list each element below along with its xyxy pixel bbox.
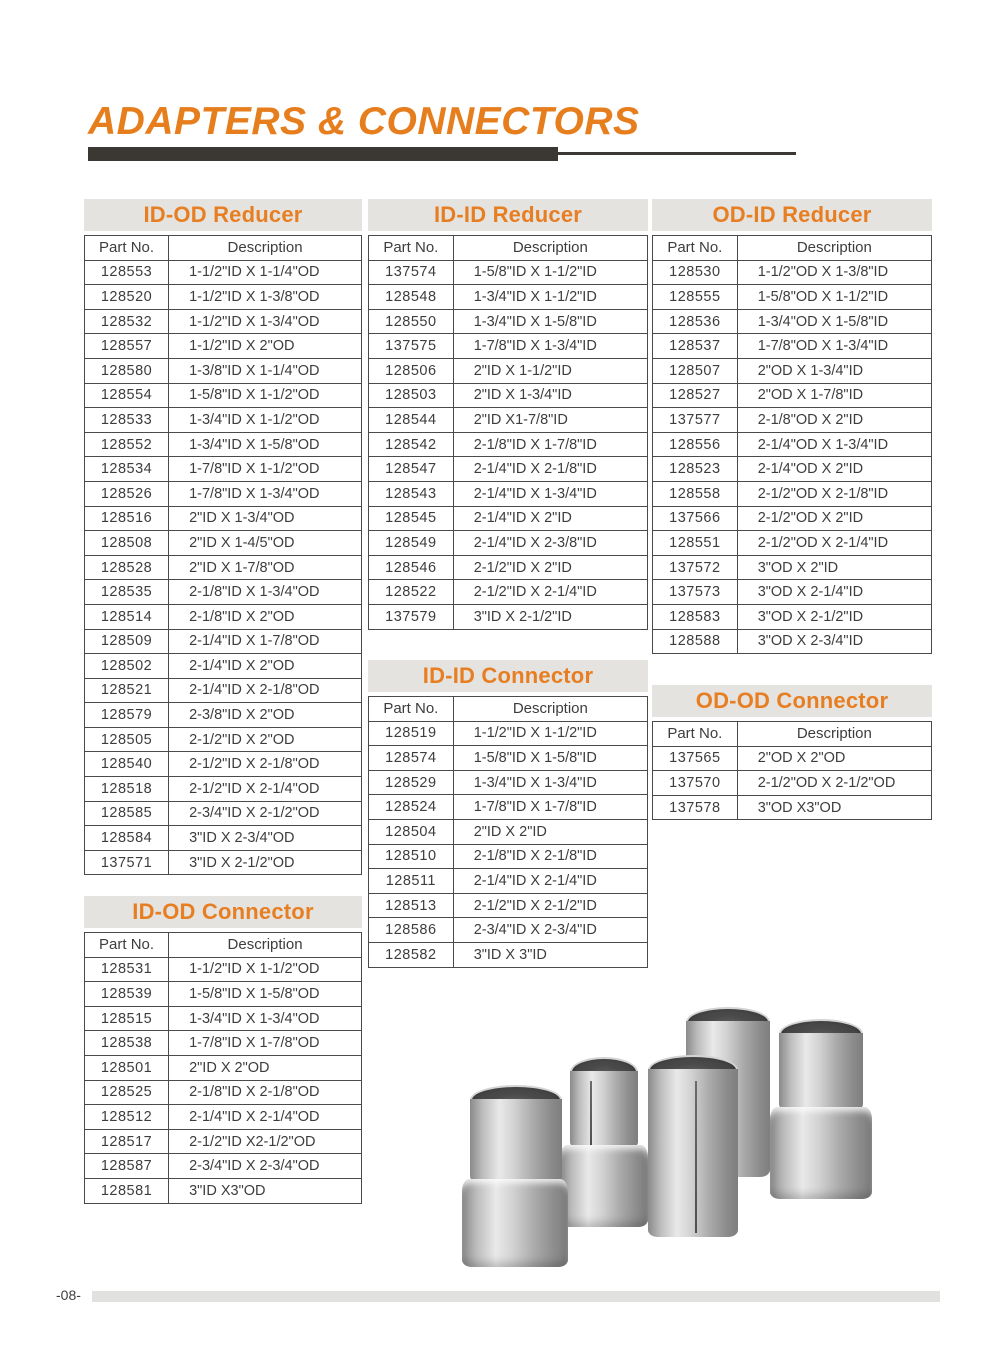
table-row [85, 309, 362, 334]
part-no: 128537 [653, 334, 738, 359]
col-description: Description [453, 697, 647, 722]
part-no: 128510 [369, 844, 454, 869]
table-row [85, 703, 362, 728]
description: 2"OD X 1-7/8"ID [737, 383, 931, 408]
column-header-row [653, 722, 932, 747]
table-row [369, 481, 648, 506]
part-no: 128539 [85, 982, 169, 1007]
table-row [85, 654, 362, 679]
description: 2-1/4"ID X 1-7/8"OD [169, 629, 362, 654]
parts-table [652, 721, 932, 820]
description: 1-1/2"ID X 1-1/2"ID [453, 721, 647, 746]
description: 1-1/2"OD X 1-3/8"ID [737, 260, 931, 285]
description: 2-3/4"ID X 2-3/4"ID [453, 918, 647, 943]
part-no: 128580 [85, 358, 169, 383]
description: 2-1/2"OD X 2-1/2"OD [737, 771, 931, 796]
part-no: 128502 [85, 654, 169, 679]
table-row [85, 629, 362, 654]
description: 2-1/2"ID X2-1/2"OD [169, 1129, 362, 1154]
description: 1-3/4"ID X 1-1/2"ID [453, 285, 647, 310]
table-row [85, 1178, 362, 1203]
part-no: 128519 [369, 721, 454, 746]
col-description: Description [737, 722, 931, 747]
description: 2-1/4"ID X 2-1/4"ID [453, 869, 647, 894]
description: 1-5/8"OD X 1-1/2"ID [737, 285, 931, 310]
table-row [369, 531, 648, 556]
table-row [85, 1055, 362, 1080]
part-no: 128547 [369, 457, 454, 482]
part-no: 128543 [369, 481, 454, 506]
part-no: 128557 [85, 334, 169, 359]
part-no: 128558 [653, 481, 738, 506]
table-row [653, 795, 932, 820]
description: 2-1/4"OD X 2"ID [737, 457, 931, 482]
table-row [653, 383, 932, 408]
part-no: 128555 [653, 285, 738, 310]
col-part-no: Part No. [369, 236, 454, 261]
description: 2-1/8"ID X 2"OD [169, 604, 362, 629]
description: 2-1/4"ID X 2"OD [169, 654, 362, 679]
table-row [85, 481, 362, 506]
description: 2-1/2"ID X 2-1/4"OD [169, 777, 362, 802]
part-no: 128585 [85, 801, 169, 826]
table-row [369, 819, 648, 844]
title-underline-thick [88, 147, 558, 161]
description: 2"ID X 2"OD [169, 1055, 362, 1080]
table-row [85, 358, 362, 383]
table-row [369, 604, 648, 629]
part-no: 128501 [85, 1055, 169, 1080]
col-part-no: Part No. [85, 236, 169, 261]
table-title: ID-OD Connector [84, 896, 362, 928]
part-no: 128527 [653, 383, 738, 408]
description: 2"ID X 2"ID [453, 819, 647, 844]
part-no: 137571 [85, 850, 169, 875]
table-row [85, 850, 362, 875]
table-row [85, 555, 362, 580]
parts-table [368, 696, 648, 968]
table-row [85, 334, 362, 359]
table-row [85, 727, 362, 752]
part-no: 128544 [369, 408, 454, 433]
table-row [653, 771, 932, 796]
description: 1-1/2"ID X 2"OD [169, 334, 362, 359]
part-no: 128524 [369, 795, 454, 820]
table-row [653, 629, 932, 654]
part-no: 128588 [653, 629, 738, 654]
description: 2-1/2"OD X 2-1/4"ID [737, 531, 931, 556]
table-row [85, 801, 362, 826]
col-description: Description [453, 236, 647, 261]
description: 2-1/8"ID X 1-3/4"OD [169, 580, 362, 605]
table-row [653, 555, 932, 580]
table-row [369, 918, 648, 943]
description: 2"ID X1-7/8"ID [453, 408, 647, 433]
part-no: 137565 [653, 746, 738, 771]
table-row [369, 746, 648, 771]
table-row [85, 383, 362, 408]
description: 2-1/2"ID X 2-1/8"OD [169, 752, 362, 777]
table-title: ID-OD Reducer [84, 199, 362, 231]
part-no: 128584 [85, 826, 169, 851]
part-no: 128556 [653, 432, 738, 457]
description: 1-1/2"ID X 1-3/8"OD [169, 285, 362, 310]
part-no: 128549 [369, 531, 454, 556]
part-no: 128552 [85, 432, 169, 457]
col-description: Description [737, 236, 931, 261]
table-id-id-connector [368, 660, 648, 968]
part-no: 128542 [369, 432, 454, 457]
part-no: 128526 [85, 481, 169, 506]
description: 1-7/8"ID X 1-7/8"ID [453, 795, 647, 820]
part-no: 128528 [85, 555, 169, 580]
table-row [85, 580, 362, 605]
description: 2-1/4"ID X 2-1/4"OD [169, 1105, 362, 1130]
table-row [653, 506, 932, 531]
table-title: OD-ID Reducer [652, 199, 932, 231]
part-no: 128503 [369, 383, 454, 408]
part-no: 128550 [369, 309, 454, 334]
description: 2-3/4"ID X 2-3/4"OD [169, 1154, 362, 1179]
description: 2"OD X 2"OD [737, 746, 931, 771]
part-no: 128515 [85, 1006, 169, 1031]
description: 3"ID X 2-1/2"ID [453, 604, 647, 629]
table-row [369, 260, 648, 285]
description: 2-1/4"ID X 1-3/4"ID [453, 481, 647, 506]
table-row [369, 580, 648, 605]
part-no: 128513 [369, 893, 454, 918]
description: 3"OD X3"OD [737, 795, 931, 820]
description: 2-3/8"ID X 2"OD [169, 703, 362, 728]
page-number: -08- [56, 1287, 81, 1303]
part-no: 128509 [85, 629, 169, 654]
description: 2-1/2"ID X 2-1/4"ID [453, 580, 647, 605]
pipe-adapter-1 [462, 1085, 568, 1267]
part-no: 128511 [369, 869, 454, 894]
parts-table [368, 235, 648, 630]
part-no: 128582 [369, 942, 454, 967]
description: 2"ID X 1-4/5"OD [169, 531, 362, 556]
table-row [653, 746, 932, 771]
description: 3"ID X3"OD [169, 1178, 362, 1203]
table-row [369, 309, 648, 334]
description: 3"OD X 2-1/4"ID [737, 580, 931, 605]
table-row [85, 408, 362, 433]
table-title: ID-ID Connector [368, 660, 648, 692]
part-no: 137574 [369, 260, 454, 285]
table-row [653, 408, 932, 433]
description: 1-1/2"ID X 1-1/2"OD [169, 957, 362, 982]
table-row [653, 481, 932, 506]
table-row [369, 506, 648, 531]
table-row [653, 334, 932, 359]
description: 1-3/8"ID X 1-1/4"OD [169, 358, 362, 383]
part-no: 137570 [653, 771, 738, 796]
table-row [85, 1031, 362, 1056]
description: 3"ID X 3"ID [453, 942, 647, 967]
table-row [85, 752, 362, 777]
table-od-id-reducer [652, 199, 932, 654]
table-row [653, 604, 932, 629]
table-row [369, 285, 648, 310]
part-no: 128540 [85, 752, 169, 777]
table-row [653, 309, 932, 334]
description: 2-1/2"ID X 2"ID [453, 555, 647, 580]
part-no: 128506 [369, 358, 454, 383]
table-row [85, 432, 362, 457]
table-row [369, 844, 648, 869]
description: 2-1/4"ID X 2-3/8"ID [453, 531, 647, 556]
description: 2-1/4"OD X 1-3/4"ID [737, 432, 931, 457]
description: 2-3/4"ID X 2-1/2"OD [169, 801, 362, 826]
col-part-no: Part No. [85, 933, 169, 958]
pipe-adapter-3 [648, 1055, 738, 1237]
part-no: 128532 [85, 309, 169, 334]
part-no: 128529 [369, 770, 454, 795]
description: 1-5/8"ID X 1-5/8"OD [169, 982, 362, 1007]
description: 1-3/4"ID X 1-3/4"ID [453, 770, 647, 795]
description: 2-1/8"ID X 2-1/8"OD [169, 1080, 362, 1105]
part-no: 128536 [653, 309, 738, 334]
part-no: 128545 [369, 506, 454, 531]
column-header-row [369, 236, 648, 261]
part-no: 137579 [369, 604, 454, 629]
col-part-no: Part No. [653, 236, 738, 261]
table-row [85, 1080, 362, 1105]
part-no: 128521 [85, 678, 169, 703]
part-no: 128533 [85, 408, 169, 433]
table-row [85, 260, 362, 285]
table-id-od-reducer [84, 199, 362, 875]
description: 1-7/8"ID X 1-3/4"ID [453, 334, 647, 359]
table-row [369, 795, 648, 820]
description: 2"ID X 1-3/4"OD [169, 506, 362, 531]
table-row [369, 358, 648, 383]
description: 2-1/4"ID X 2-1/8"OD [169, 678, 362, 703]
description: 1-7/8"ID X 1-3/4"OD [169, 481, 362, 506]
parts-table [84, 235, 362, 875]
description: 2-1/4"ID X 2-1/8"ID [453, 457, 647, 482]
description: 2-1/4"ID X 2"ID [453, 506, 647, 531]
description: 2-1/8"ID X 1-7/8"ID [453, 432, 647, 457]
description: 1-3/4"ID X 1-3/4"OD [169, 1006, 362, 1031]
pipe-adapter-2 [560, 1057, 648, 1227]
table-row [85, 1006, 362, 1031]
part-no: 128538 [85, 1031, 169, 1056]
table-row [653, 432, 932, 457]
description: 2"OD X 1-3/4"ID [737, 358, 931, 383]
column-header-row [85, 236, 362, 261]
parts-table [652, 235, 932, 654]
description: 1-3/4"OD X 1-5/8"ID [737, 309, 931, 334]
part-no: 128523 [653, 457, 738, 482]
table-row [369, 869, 648, 894]
table-row [85, 1129, 362, 1154]
part-no: 128504 [369, 819, 454, 844]
product-photo [440, 995, 955, 1280]
description: 2-1/2"ID X 2-1/2"ID [453, 893, 647, 918]
table-row [85, 506, 362, 531]
col-part-no: Part No. [653, 722, 738, 747]
part-no: 137572 [653, 555, 738, 580]
part-no: 128587 [85, 1154, 169, 1179]
table-row [369, 721, 648, 746]
description: 2-1/2"OD X 2-1/8"ID [737, 481, 931, 506]
table-row [369, 383, 648, 408]
part-no: 128507 [653, 358, 738, 383]
description: 3"OD X 2"ID [737, 555, 931, 580]
table-title: ID-ID Reducer [368, 199, 648, 231]
description: 1-7/8"ID X 1-7/8"OD [169, 1031, 362, 1056]
part-no: 128551 [653, 531, 738, 556]
part-no: 128554 [85, 383, 169, 408]
description: 2-1/8"ID X 2-1/8"ID [453, 844, 647, 869]
description: 1-1/2"ID X 1-1/4"OD [169, 260, 362, 285]
part-no: 128520 [85, 285, 169, 310]
description: 2"ID X 1-7/8"OD [169, 555, 362, 580]
column-header-row [369, 697, 648, 722]
table-row [85, 982, 362, 1007]
part-no: 128525 [85, 1080, 169, 1105]
description: 3"ID X 2-3/4"OD [169, 826, 362, 851]
table-row [653, 358, 932, 383]
table-row [369, 457, 648, 482]
description: 1-5/8"ID X 1-1/2"OD [169, 383, 362, 408]
table-title: OD-OD Connector [652, 685, 932, 717]
part-no: 128579 [85, 703, 169, 728]
col-part-no: Part No. [369, 697, 454, 722]
part-no: 137566 [653, 506, 738, 531]
table-row [369, 432, 648, 457]
table-row [85, 1105, 362, 1130]
description: 3"OD X 2-1/2"ID [737, 604, 931, 629]
col-description: Description [169, 933, 362, 958]
description: 2-1/2"ID X 2"OD [169, 727, 362, 752]
table-row [85, 604, 362, 629]
part-no: 137577 [653, 408, 738, 433]
description: 1-7/8"OD X 1-3/4"ID [737, 334, 931, 359]
table-row [85, 285, 362, 310]
table-row [85, 1154, 362, 1179]
part-no: 128514 [85, 604, 169, 629]
part-no: 128581 [85, 1178, 169, 1203]
pipe-adapter-5 [770, 1019, 872, 1199]
parts-table [84, 932, 362, 1204]
table-id-id-reducer [368, 199, 648, 630]
title-underline-thin [556, 152, 796, 155]
description: 1-5/8"ID X 1-1/2"ID [453, 260, 647, 285]
part-no: 128534 [85, 457, 169, 482]
part-no: 128516 [85, 506, 169, 531]
description: 3"OD X 2-3/4"ID [737, 629, 931, 654]
column-header-row [85, 933, 362, 958]
description: 1-7/8"ID X 1-1/2"OD [169, 457, 362, 482]
description: 2"ID X 1-1/2"ID [453, 358, 647, 383]
table-row [653, 531, 932, 556]
description: 2-1/2"OD X 2"ID [737, 506, 931, 531]
part-no: 128508 [85, 531, 169, 556]
table-od-od-connector [652, 685, 932, 820]
part-no: 137578 [653, 795, 738, 820]
part-no: 128522 [369, 580, 454, 605]
page-title: ADAPTERS & CONNECTORS [88, 100, 640, 143]
part-no: 137575 [369, 334, 454, 359]
table-row [653, 457, 932, 482]
part-no: 128546 [369, 555, 454, 580]
description: 1-5/8"ID X 1-5/8"ID [453, 746, 647, 771]
part-no: 128548 [369, 285, 454, 310]
table-row [85, 531, 362, 556]
description: 1-3/4"ID X 1-5/8"OD [169, 432, 362, 457]
column-header-row [653, 236, 932, 261]
part-no: 128553 [85, 260, 169, 285]
table-row [85, 777, 362, 802]
part-no: 128583 [653, 604, 738, 629]
footer-bar [92, 1291, 940, 1302]
table-row [369, 334, 648, 359]
table-row [653, 260, 932, 285]
description: 1-1/2"ID X 1-3/4"OD [169, 309, 362, 334]
col-description: Description [169, 236, 362, 261]
table-row [85, 957, 362, 982]
table-row [653, 285, 932, 310]
part-no: 128517 [85, 1129, 169, 1154]
table-row [369, 408, 648, 433]
description: 2-1/8"OD X 2"ID [737, 408, 931, 433]
table-row [85, 826, 362, 851]
table-row [369, 893, 648, 918]
table-row [653, 580, 932, 605]
part-no: 128512 [85, 1105, 169, 1130]
table-row [85, 457, 362, 482]
table-row [85, 678, 362, 703]
part-no: 137573 [653, 580, 738, 605]
description: 1-3/4"ID X 1-1/2"OD [169, 408, 362, 433]
description: 2"ID X 1-3/4"ID [453, 383, 647, 408]
part-no: 128574 [369, 746, 454, 771]
table-row [369, 942, 648, 967]
part-no: 128531 [85, 957, 169, 982]
table-row [369, 770, 648, 795]
part-no: 128586 [369, 918, 454, 943]
part-no: 128530 [653, 260, 738, 285]
table-row [369, 555, 648, 580]
part-no: 128505 [85, 727, 169, 752]
table-id-od-connector [84, 896, 362, 1204]
part-no: 128535 [85, 580, 169, 605]
description: 1-3/4"ID X 1-5/8"ID [453, 309, 647, 334]
description: 3"ID X 2-1/2"OD [169, 850, 362, 875]
part-no: 128518 [85, 777, 169, 802]
